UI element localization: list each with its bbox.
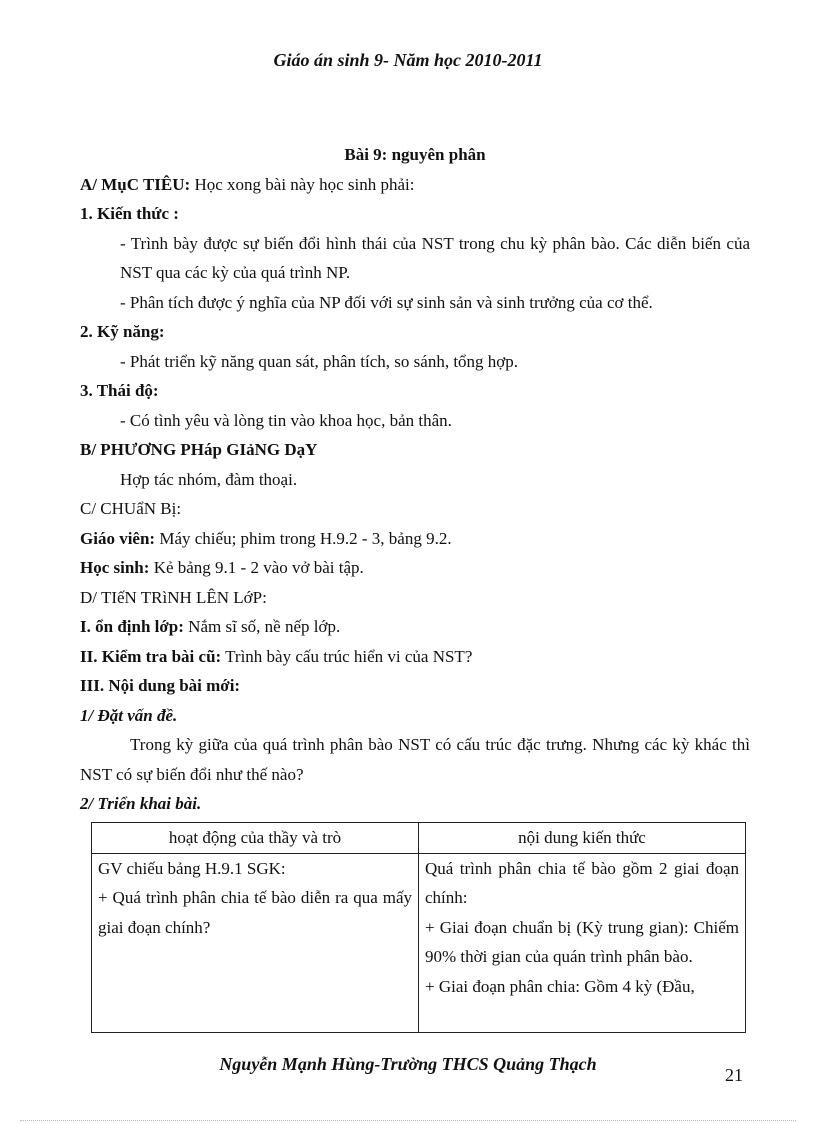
- teacher-prep: [80, 524, 750, 554]
- content-line-2: + Giai đoạn chuẩn bị (Kỳ trung gian): Chiếm 90% thời gian của quán trình phân bào.: [425, 917, 739, 966]
- table-header-row: [92, 823, 746, 854]
- section-b-heading: B/ PHƯƠNG PHáp GIảNG DạY: [80, 440, 318, 459]
- page-footer: Nguyễn Mạnh Hùng-Trường THCS Quảng Thạch: [219, 1054, 597, 1074]
- section-b-text: Hợp tác nhóm, đàm thoại.: [120, 469, 298, 489]
- teacher-label: Giáo viên:: [80, 528, 156, 548]
- skills-item-1: - Phát triển kỹ năng quan sát, phân tích, so sánh, tổng hợp.: [120, 351, 519, 371]
- activity-line-1: GV chiếu bảng H.9.1 SGK:: [98, 858, 286, 878]
- col-header-activity: hoạt động của thầy và trò: [92, 823, 419, 854]
- knowledge-item-2: - Phân tích được ý nghĩa của NP đối với sự sinh sản và sinh trưởng của cơ thể.: [120, 292, 653, 312]
- table-row: [92, 853, 746, 1032]
- knowledge-heading: 1. Kiến thức :: [80, 204, 179, 223]
- document-body: [80, 140, 750, 819]
- part-3-label: III. Nội dung bài mới:: [80, 676, 241, 695]
- student-label: Học sinh:: [80, 558, 150, 577]
- part-2: [80, 642, 750, 672]
- attitude-heading: 3. Thái độ:: [80, 381, 159, 400]
- student-text: Kẻ bảng 9.1 - 2 vào vở bài tập.: [149, 558, 364, 577]
- section-d-heading: D/ TIếN TRìNH LÊN LớP:: [80, 587, 267, 607]
- activity-line-2: + Quá trình phân chia tế bào diễn ra qua mấy giai đoạn chính?: [98, 888, 412, 937]
- intro-heading: 1/ Đặt vấn đề.: [80, 705, 178, 725]
- intro-text: Trong kỳ giữa của quá trình phân bào NST có cấu trúc đặc trưng. Nhưng các kỳ khác thì NST có sự biến đổi như thế nào?: [80, 735, 750, 784]
- part-1-label: I. ổn định lớp:: [80, 617, 184, 636]
- part-2-label: II. Kiểm tra bài cũ:: [80, 646, 222, 666]
- section-a-heading: A/ MụC TIÊU:: [80, 174, 191, 194]
- activity-cell: [92, 853, 419, 1032]
- page-header: Giáo án sinh 9- Năm học 2010-2011: [273, 50, 543, 70]
- attitude-item-1: - Có tình yêu và lòng tin vào khoa học, bản thân.: [120, 410, 452, 430]
- content-line-3: + Giai đoạn phân chia: Gồm 4 kỳ (Đầu,: [425, 976, 695, 996]
- lesson-table: [91, 822, 746, 1033]
- part-2-text: Trình bày cấu trúc hiển vi của NST?: [221, 646, 473, 666]
- section-a-text: Học xong bài này học sinh phải:: [190, 174, 415, 194]
- student-prep: [80, 553, 750, 583]
- teacher-text: Máy chiếu; phim trong H.9.2 - 3, bảng 9.2.: [155, 528, 452, 548]
- page-number: 21: [725, 1065, 743, 1085]
- section-a: [80, 170, 750, 200]
- knowledge-item-1: - Trình bày được sự biến đổi hình thái của NST trong chu kỳ phân bào. Các diễn biến của NST qua các kỳ của quá trình NP.: [120, 233, 750, 282]
- content-cell: [419, 853, 746, 1032]
- section-c-heading: C/ CHUẩN Bị:: [80, 499, 182, 518]
- page-divider: [20, 1120, 796, 1121]
- content-line-1: Quá trình phân chia tế bào gồm 2 giai đoạn chính:: [425, 858, 739, 907]
- col-header-content: nội dung kiến thức: [419, 823, 746, 854]
- develop-heading: 2/ Triển khai bài.: [80, 794, 202, 813]
- lesson-title: Bài 9: nguyên phân: [344, 145, 486, 164]
- part-1: [80, 612, 750, 642]
- skills-heading: 2. Kỹ năng:: [80, 322, 165, 341]
- part-1-text: Nắm sĩ số, nề nếp lớp.: [183, 617, 341, 636]
